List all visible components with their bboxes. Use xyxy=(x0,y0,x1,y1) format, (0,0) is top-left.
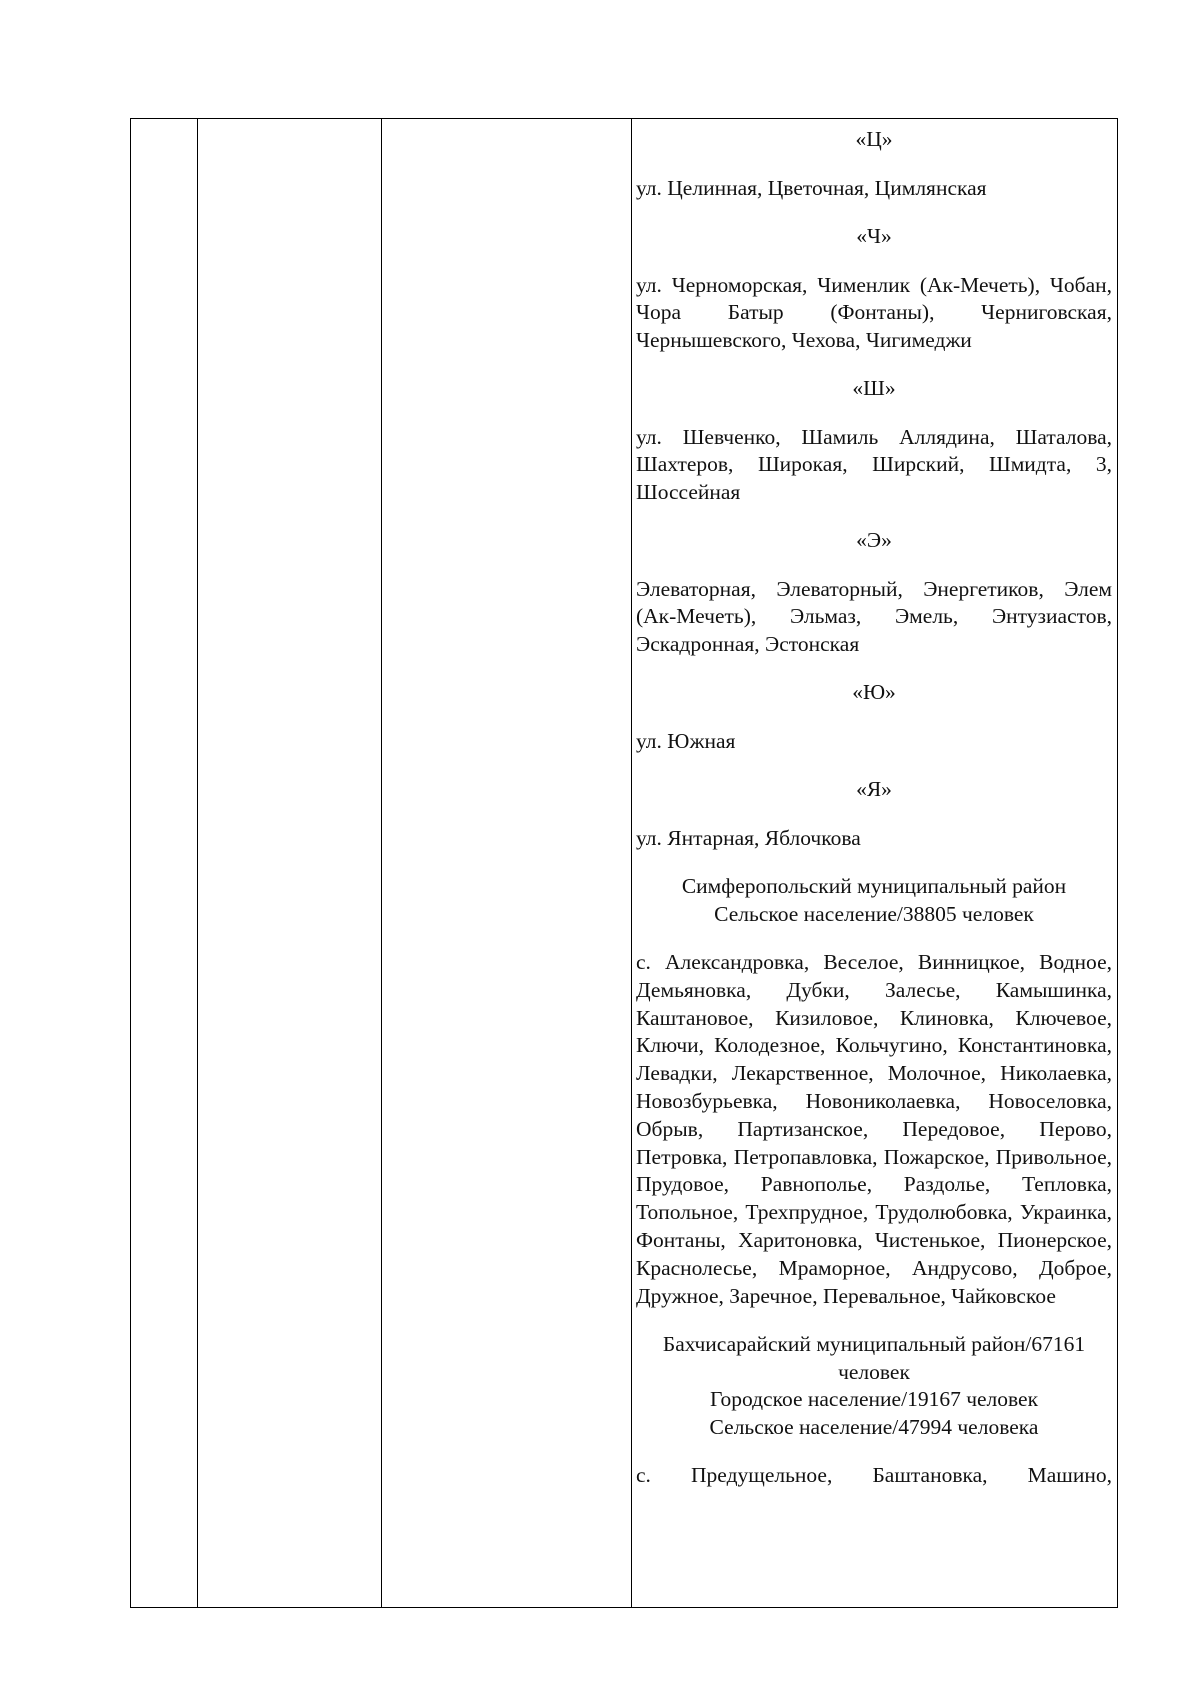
district-title: Бахчисарайский муниципальный район/67161 человек xyxy=(662,1332,1086,1384)
letter-heading: «Ш» xyxy=(852,376,896,400)
district-urban-population: Городское население/19167 человек xyxy=(709,1387,1039,1412)
village-list: с. Предущельное, Баштановка, Машино, xyxy=(636,1463,1112,1488)
street-list: ул. Целинная, Цветочная, Цимлянская xyxy=(636,175,987,200)
bakhchisaray-district-heading xyxy=(636,1331,1112,1441)
district-title: Симферопольский муниципальный район xyxy=(681,874,1067,898)
district-rural-population: Сельское население/47994 человека xyxy=(709,1414,1039,1439)
street-list: Элеваторная, Элеваторный, Энергетиков, Элем (Ак-Мечеть), Эльмаз, Эмель, Энтузиастов, Эскадронная, Эстонская xyxy=(636,576,1112,656)
street-list: ул. Янтарная, Яблочкова xyxy=(636,825,861,850)
street-list: ул. Шевченко, Шамиль Аллядина, Шаталова, Шахтеров, Широкая, Ширский, Шмидта, 3, Шоссейная xyxy=(636,424,1112,504)
letter-heading: «Ц» xyxy=(855,127,893,151)
streets-column xyxy=(636,126,1112,1511)
street-list: ул. Южная xyxy=(636,728,736,753)
simferopol-district-heading xyxy=(636,873,1112,928)
district-population: Сельское население/38805 человек xyxy=(714,901,1034,926)
column-divider-1 xyxy=(197,119,198,1607)
letter-heading: «Э» xyxy=(856,528,892,552)
letter-heading: «Ю» xyxy=(852,680,896,704)
village-list: с. Александровка, Веселое, Винницкое, Водное, Демьяновка, Дубки, Залесье, Камышинка, Каштановое, Кизиловое, Клиновка, Ключевое, Ключи, Колодезное, Кольчугино, Константиновка, Левадки, Лекарственное, Молочное, Николаевка, Новозбурьевка, Новониколаевка, Новоселовка, Обрыв, Партизанское, Передовое, Перово, Петровка, Петропавловка, Пожарское, Привольное, Прудовое, Равнополье, Раздолье, Тепловка, Топольное, Трехпрудное, Трудолюбовка, Украинка, Фонтаны, Харитоновка, Чистенькое, Пионерское, Краснолесье, Мраморное, Андрусово, Доброе, Дружное, Заречное, Перевальное, Чайковское xyxy=(636,950,1112,1308)
letter-heading: «Ч» xyxy=(856,224,892,248)
column-divider-2 xyxy=(381,119,382,1607)
letter-heading: «Я» xyxy=(856,777,892,801)
column-divider-3 xyxy=(631,119,632,1607)
street-list: ул. Черноморская, Чименлик (Ак-Мечеть), Чобан, Чора Батыр (Фонтаны), Черниговская, Чернышевского, Чехова, Чигимеджи xyxy=(636,272,1112,352)
